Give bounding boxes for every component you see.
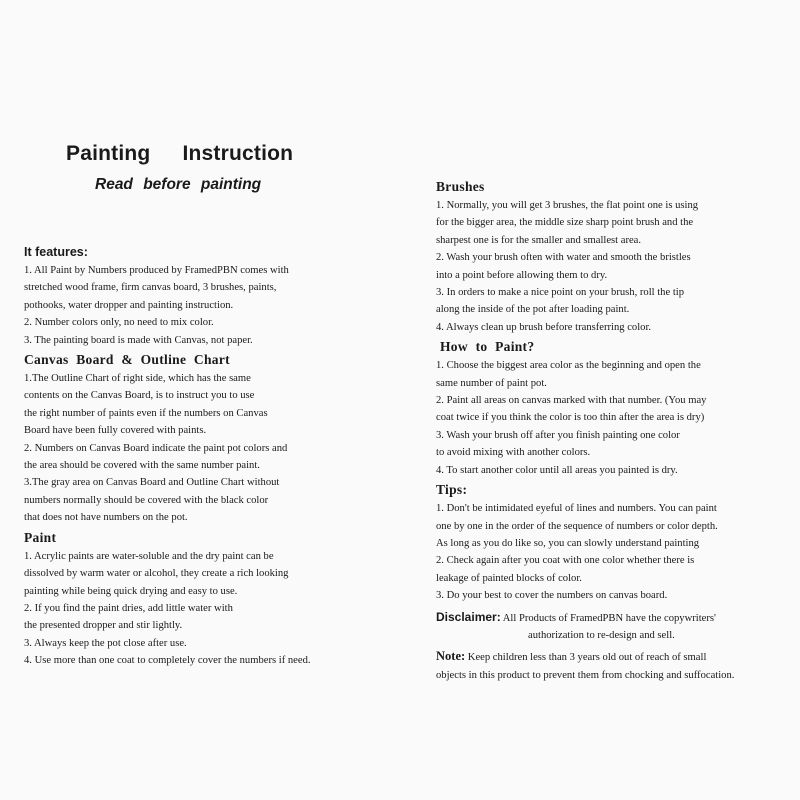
instruction-line: painting while being quick drying and easy to use. xyxy=(24,585,238,597)
instruction-line: 3.The gray area on Canvas Board and Outline Chart without xyxy=(24,477,280,489)
instruction-line: along the inside of the pot after loading paint. xyxy=(436,304,630,316)
instruction-line: 3. The painting board is made with Canvas, not paper. xyxy=(24,334,253,346)
instruction-line: 2. Numbers on Canvas Board indicate the paint pot colors and xyxy=(24,442,288,454)
instruction-line: 1. Don't be intimidated eyeful of lines and numbers. You can paint xyxy=(436,503,717,515)
disclaimer-text: All Products of FramedPBN have the copywriters' xyxy=(500,612,716,624)
instruction-line: 1. Acrylic paints are water-soluble and the dry paint can be xyxy=(24,550,274,562)
instruction-line: pothooks, water dropper and painting instruction. xyxy=(24,299,234,311)
instruction-line: that does not have numbers on the pot. xyxy=(24,512,188,524)
note-label: Note: xyxy=(436,649,466,664)
instruction-line: the right number of paints even if the numbers on Canvas xyxy=(24,407,268,419)
instruction-line: coat twice if you think the color is too thin after the area is dry) xyxy=(436,412,705,424)
disclaimer-label: Disclaimer: xyxy=(436,609,501,624)
disclaimer-line xyxy=(436,609,788,627)
brushes-heading: Brushes xyxy=(436,179,485,194)
instruction-line: 2. Wash your brush often with water and smooth the bristles xyxy=(436,252,691,264)
how-to-paint-list xyxy=(436,357,788,479)
paint-heading: Paint xyxy=(24,529,57,545)
instruction-line: to avoid mixing with another colors. xyxy=(436,447,591,459)
instruction-line: leakage of painted blocks of color. xyxy=(436,572,582,584)
instruction-line: 3. Wash your brush off after you finish painting one color xyxy=(436,429,680,441)
instruction-line: Board have been fully covered with paints. xyxy=(24,425,207,437)
canvas-board-heading: Canvas Board & Outline Chart xyxy=(24,352,230,368)
instruction-line: contents on the Canvas Board, is to instruct you to use xyxy=(24,390,255,402)
left-column xyxy=(24,242,384,670)
instruction-line: numbers normally should be covered with the black color xyxy=(24,494,269,506)
page-subtitle: Read before painting xyxy=(95,176,262,193)
instruction-line: 2. If you find the paint dries, add little water with xyxy=(24,602,233,614)
instruction-line: 3. In orders to make a nice point on your brush, roll the tip xyxy=(436,287,685,299)
instruction-line: for the bigger area, the middle size sharp point brush and the xyxy=(436,217,694,229)
instruction-line: one by one in the order of the sequence of numbers or color depth. xyxy=(436,520,718,532)
how-to-paint-heading: How to Paint? xyxy=(440,339,535,355)
instruction-line: into a point before allowing them to dry. xyxy=(436,269,608,281)
instruction-line: 1. All Paint by Numbers produced by FramedPBN comes with xyxy=(24,265,289,276)
instruction-line: 3. Always keep the pot close after use. xyxy=(24,637,187,649)
instruction-line: As long as you do like so, you can slowly understand painting xyxy=(436,537,700,549)
note-text-continued: objects in this product to prevent them from chocking and suffocation. xyxy=(436,669,735,681)
page-title: Painting Instruction xyxy=(66,142,294,165)
note-text: Keep children less than 3 years old out of reach of small xyxy=(465,652,707,664)
features-heading: It features: xyxy=(24,245,88,259)
disclaimer-text-continued: authorization to re-design and sell. xyxy=(528,629,675,641)
instruction-line: 1.The Outline Chart of right side, which has the same xyxy=(24,373,251,385)
tips-list xyxy=(436,500,788,604)
instruction-line: same number of paint pot. xyxy=(436,377,547,389)
instruction-line: dissolved by warm water or alcohol, they create a rich looking xyxy=(24,568,289,580)
instruction-line: 3. Do your best to cover the numbers on canvas board. xyxy=(436,590,668,602)
instruction-line: 4. Use more than one coat to completely cover the numbers if need. xyxy=(24,655,311,667)
instruction-line: stretched wood frame, firm canvas board, 3 brushes, paints, xyxy=(24,282,277,294)
instruction-line: 1. Normally, you will get 3 brushes, the flat point one is using xyxy=(436,200,699,211)
instruction-line: 4. Always clean up brush before transferring color. xyxy=(436,321,652,333)
instruction-line: 2. Check again after you coat with one color whether there is xyxy=(436,555,695,567)
canvas-board-list xyxy=(24,370,384,527)
note-line xyxy=(436,648,788,666)
instruction-line: sharpest one is for the smaller and smallest area. xyxy=(436,234,642,246)
right-column xyxy=(436,176,788,684)
paint-list xyxy=(24,548,384,670)
instruction-line: 1. Choose the biggest area color as the beginning and open the xyxy=(436,360,701,372)
features-list xyxy=(24,262,384,349)
brushes-list xyxy=(436,197,788,336)
instruction-line: 2. Paint all areas on canvas marked with that number. (You may xyxy=(436,395,707,407)
instruction-line: 4. To start another color until all areas you painted is dry. xyxy=(436,464,678,476)
tips-heading: Tips: xyxy=(436,482,468,498)
instruction-line: the presented dropper and stir lightly. xyxy=(24,620,183,632)
instruction-line: the area should be covered with the same number paint. xyxy=(24,460,260,472)
instruction-line: 2. Number colors only, no need to mix color. xyxy=(24,317,214,329)
